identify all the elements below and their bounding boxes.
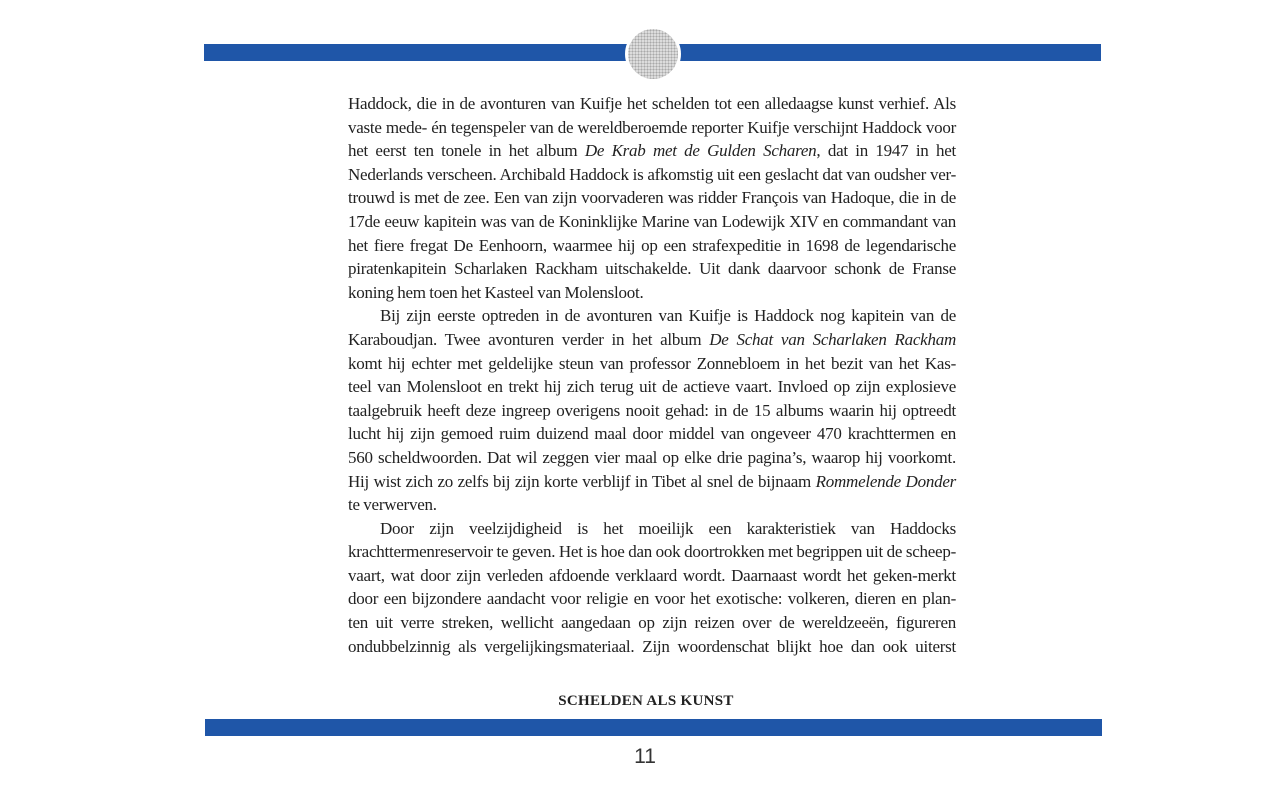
italic-title: De Schat van Scharlaken Rackham: [709, 329, 956, 349]
text-line: [348, 517, 956, 541]
text-run: ondubbelzinnig als vergelijkingsmateriaal. Zijn woordenschat blijkt hoe dan ook uiterst: [348, 636, 956, 656]
text-line: [348, 210, 956, 234]
text-line: [348, 611, 956, 635]
italic-title: Rommelende Donder: [815, 471, 956, 491]
text-line: [348, 540, 956, 564]
text-line: [348, 493, 956, 517]
text-run: lucht hij zijn gemoed ruim duizend maal door middel van ongeveer 470 krachttermen en: [348, 424, 956, 444]
text-line: [348, 470, 956, 494]
text-run: Bij zijn eerste optreden in de avonturen van Kuifje is Haddock nog kapitein van de: [380, 306, 956, 326]
body-text: [348, 92, 956, 658]
text-run: taalgebruik heeft deze ingreep overigens nooit gehad: in de 15 albums waarin hij optreedt: [348, 400, 956, 420]
text-run: ten uit verre streken, wellicht aangedaan op zijn reizen over de wereldzeeën, figureren: [348, 613, 956, 633]
text-run: te verwerven.: [348, 495, 437, 515]
text-run: Karaboudjan. Twee avonturen verder in het album: [348, 329, 710, 349]
text-run: Door zijn veelzijdigheid is het moeilijk een karakteristiek van Haddocks: [380, 518, 956, 538]
text-line: [348, 422, 956, 446]
text-run: Nederlands verscheen. Archibald Haddock is afkomstig uit een geslacht dat van oudsher ver-: [348, 164, 956, 184]
text-line: [348, 328, 956, 352]
text-line: [348, 281, 956, 305]
text-line: [348, 186, 956, 210]
text-line: [348, 163, 956, 187]
text-line: [348, 564, 956, 588]
text-run: 560 scheldwoorden. Dat wil zeggen vier maal op elke drie pagina’s, waarop hij voorkomt.: [348, 447, 956, 467]
text-line: [348, 92, 956, 116]
text-line: [348, 116, 956, 140]
text-run: teel van Molensloot en trekt hij zich terug uit de actieve vaart. Invloed op zijn explosieve: [348, 377, 956, 397]
text-line: [348, 375, 956, 399]
italic-title: De Krab met de Gulden Scharen: [584, 141, 817, 161]
text-line: [348, 399, 956, 423]
text-run: krachttermenreservoir te geven. Het is hoe dan ook doortrokken met begrippen uit de scheep-: [348, 542, 956, 562]
text-line: [348, 587, 956, 611]
page-number: 11: [634, 745, 656, 768]
bottom-decorative-bar: [205, 719, 1102, 736]
text-run: koning hem toen het Kasteel van Molensloot.: [348, 282, 644, 302]
text-run: Haddock, die in de avonturen van Kuifje het schelden tot een alledaagse kunst verhief. Als: [348, 94, 956, 113]
text-run: het fiere fregat De Eenhoorn, waarmee hij op een strafexpeditie in 1698 de legendarische: [348, 235, 956, 255]
text-run: vaste mede- én tegenspeler van de wereldberoemde reporter Kuifje verschijnt Haddock voor: [348, 117, 956, 137]
text-line: [348, 304, 956, 328]
text-line: [348, 139, 956, 163]
text-run: piratenkapitein Scharlaken Rackham uitschakelde. Uit dank daarvoor schonk de Franse: [348, 259, 956, 279]
text-run: , dat in 1947 in het: [816, 141, 956, 161]
text-line: [348, 234, 956, 258]
text-line: [348, 352, 956, 376]
text-run: komt hij echter met geldelijke steun van professor Zonnebloem in het bezit van het Kas-: [348, 353, 956, 373]
running-footer-title: SCHELDEN ALS KUNST: [558, 693, 734, 709]
text-line: [348, 446, 956, 470]
text-run: vaart, wat door zijn verleden afdoende verklaard wordt. Daarnaast wordt het geken-merkt: [348, 565, 956, 585]
text-run: 17de eeuw kapitein was van de Koninklijke Marine van Lodewijk XIV en commandant van: [348, 211, 956, 231]
text-run: het eerst ten tonele in het album: [348, 141, 585, 161]
text-run: Hij wist zich zo zelfs bij zijn korte verblijf in Tibet al snel de bijnaam: [348, 471, 816, 491]
text-run: door een bijzondere aandacht voor religie en voor het exotische: volkeren, dieren en plan-: [348, 589, 956, 609]
text-line: [348, 257, 956, 281]
text-line: [348, 635, 956, 659]
halftone-circle-ornament: [628, 29, 678, 79]
text-run: trouwd is met de zee. Een van zijn voorvaderen was ridder François van Hadoque, die in de: [348, 188, 956, 208]
